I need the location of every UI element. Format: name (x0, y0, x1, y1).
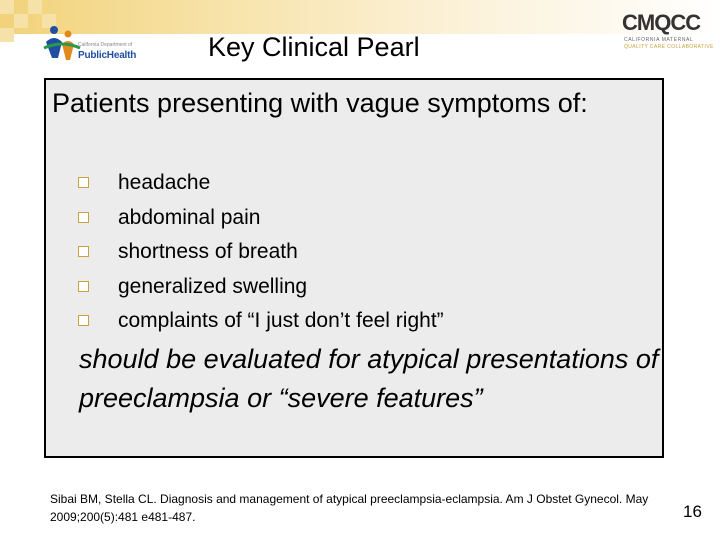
list-item (74, 201, 444, 236)
symptom-text: headache (118, 171, 211, 194)
logo-right-acronym: CMQCC (622, 10, 701, 35)
list-item (74, 166, 444, 201)
conclusion-text: should be evaluated for atypical presentations of preeclampsia or “severe features” (79, 344, 659, 413)
symptom-list (74, 166, 444, 339)
symptom-text: shortness of breath (118, 240, 298, 263)
symptom-text: generalized swelling (118, 274, 308, 298)
logo-left-subtitle: California Department of (78, 42, 133, 48)
public-health-figures-icon (42, 22, 82, 66)
slide-title: Key Clinical Pearl (208, 32, 420, 62)
square-bullet-icon (78, 281, 89, 292)
square-bullet-icon (78, 246, 89, 257)
symptom-text: abdominal pain (118, 205, 261, 229)
logo-right-line1: CALIFORNIA MATERNAL (624, 37, 694, 43)
symptom-text: complaints of “I just don’t feel right” (118, 309, 444, 332)
intro-text: Patients presenting with vague symptoms of: (52, 88, 588, 118)
square-bullet-icon (78, 177, 89, 188)
content-box (44, 78, 664, 458)
square-bullet-icon (78, 212, 89, 223)
list-item (74, 270, 444, 305)
list-item (74, 304, 444, 339)
citation: Sibai BM, Stella CL. Diagnosis and management of atypical preeclampsia-eclampsia. Am J Obstet Gynecol. May 2009;200(5):481 e481-487. (50, 492, 649, 524)
square-bullet-icon (78, 315, 89, 326)
cmqcc-logo (616, 10, 716, 50)
list-item (74, 235, 444, 270)
public-health-logo (42, 22, 152, 66)
logo-right-line2: QUALITY CARE COLLABORATIVE (624, 44, 714, 50)
logo-left-label: PublicHealth (78, 50, 137, 61)
page-number: 16 (683, 502, 702, 521)
